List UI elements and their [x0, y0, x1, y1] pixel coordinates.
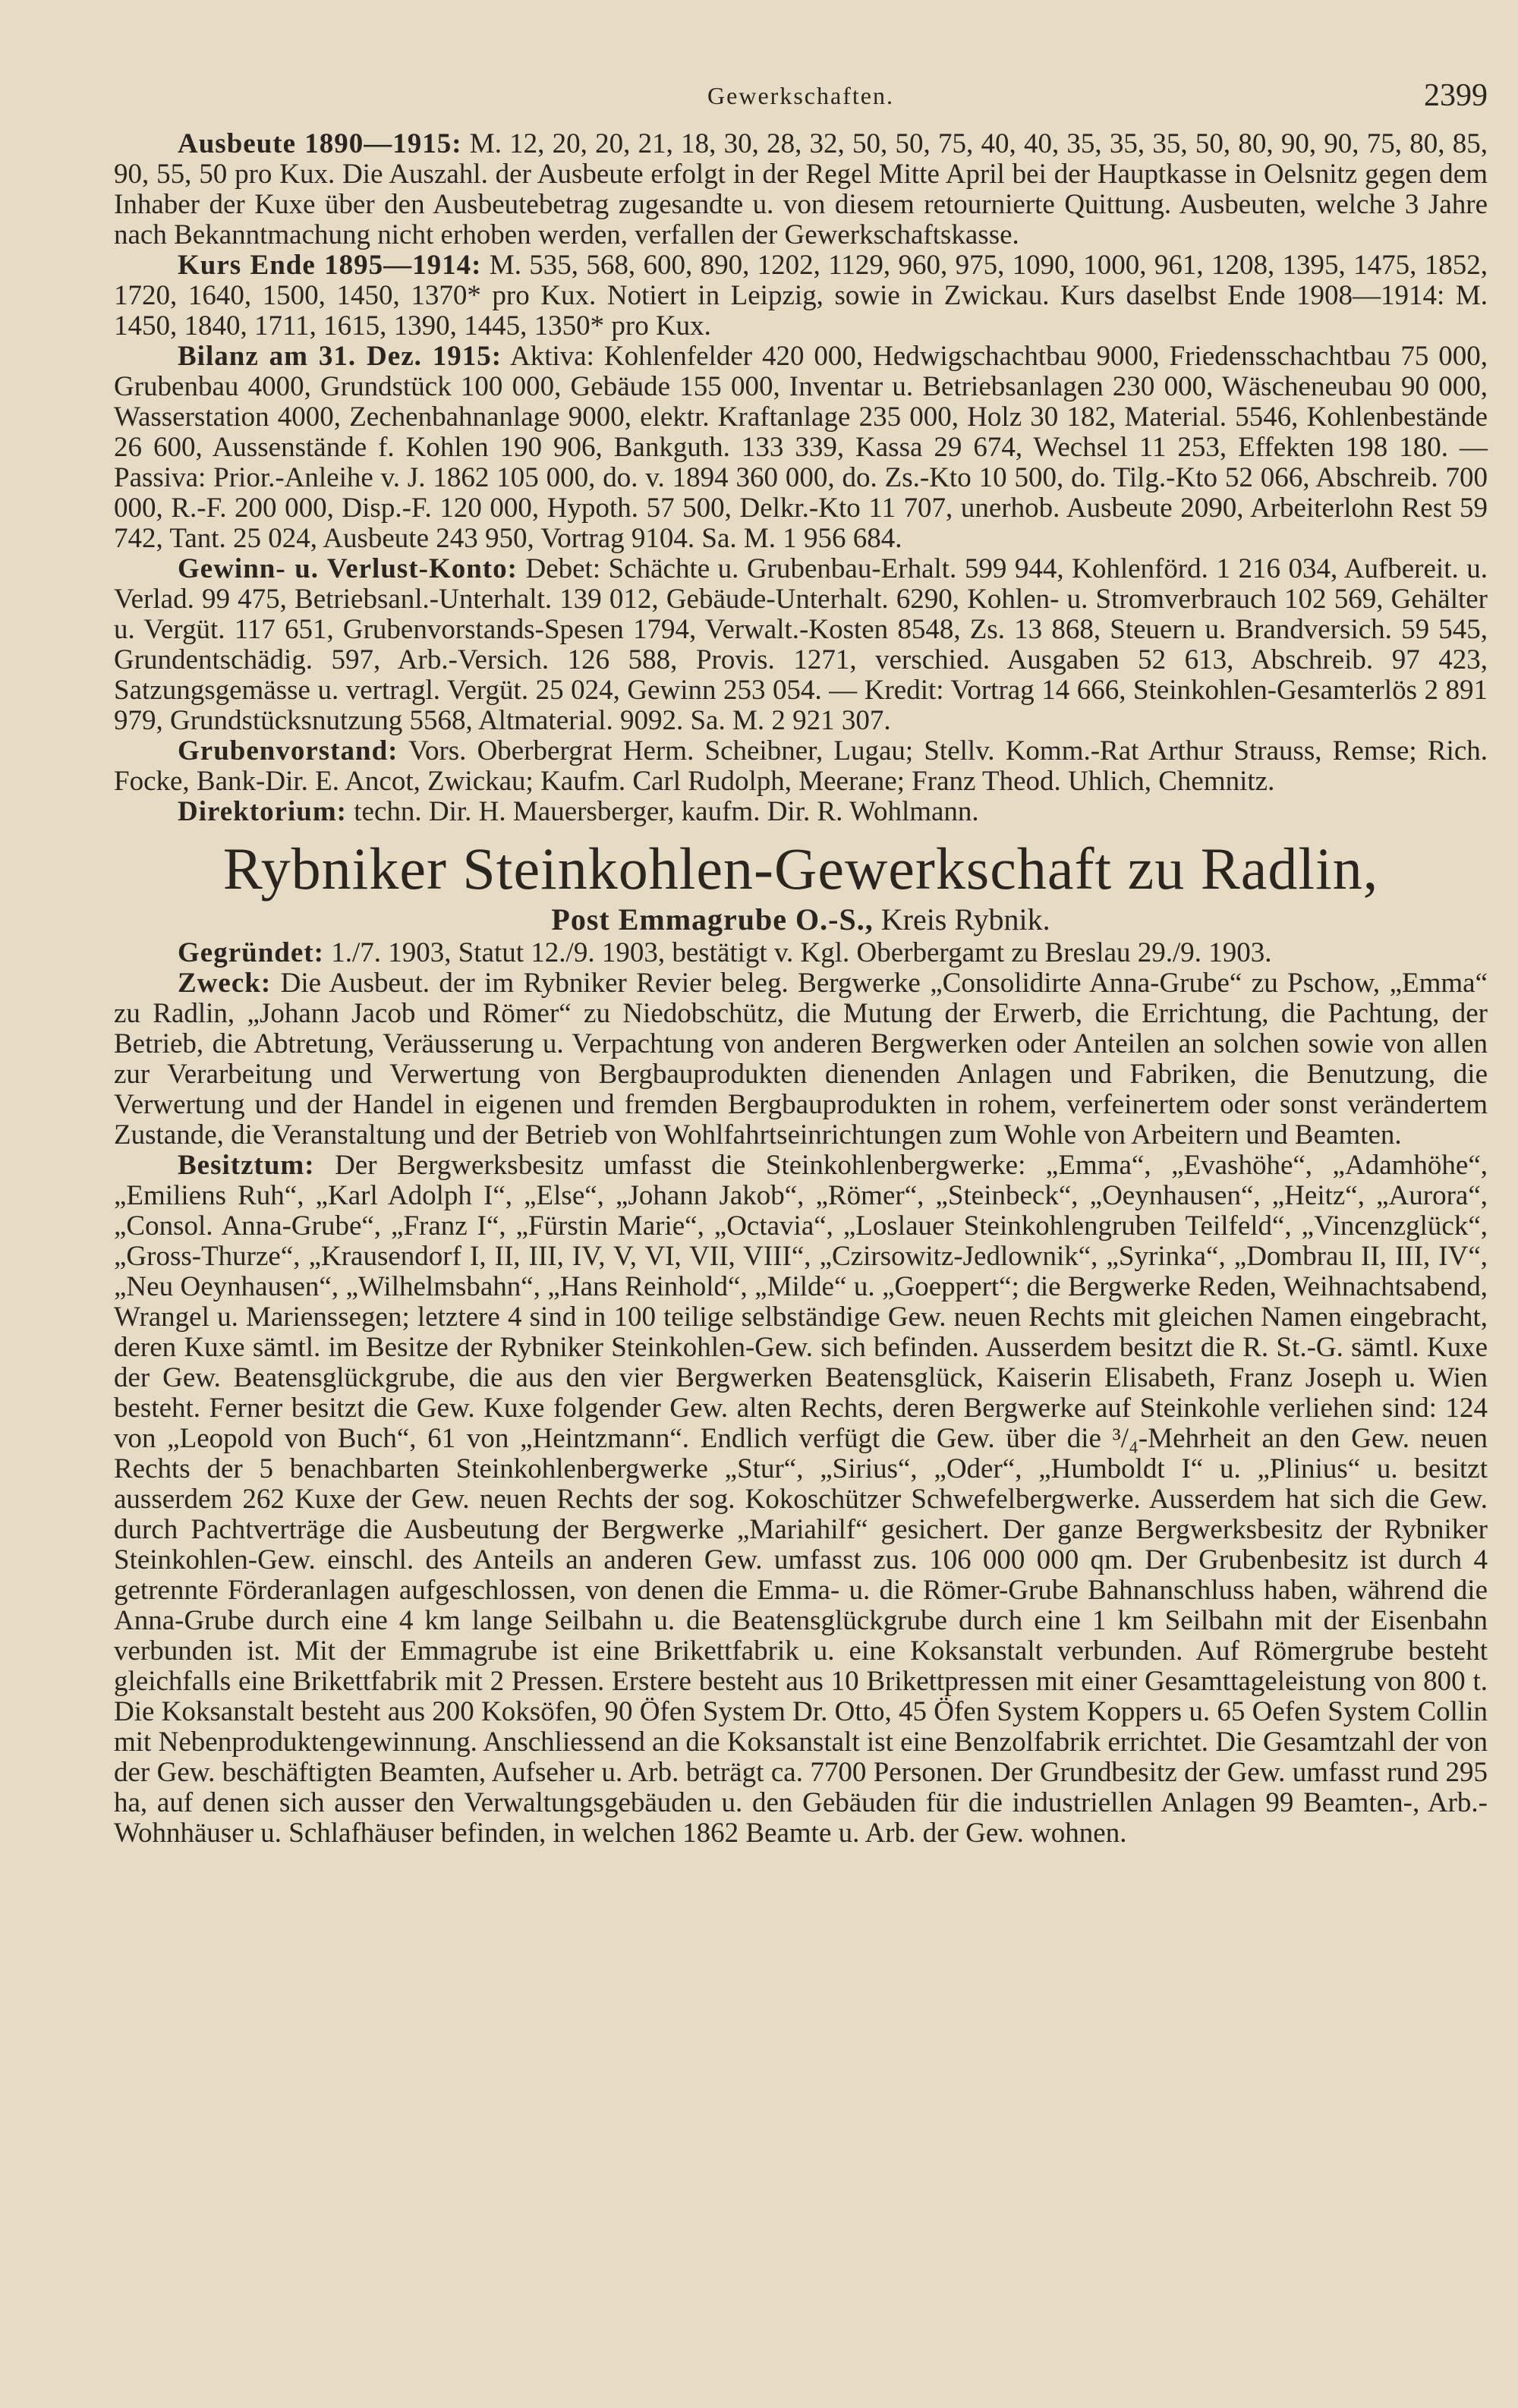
paragraph-lead: Direktorium: [178, 796, 347, 827]
paragraph-bilanz [114, 342, 1488, 554]
paragraph-text: Aktiva: Kohlenfelder 420 000, Hedwigschachtbau 9000, Friedensschachtbau 75 000, Grubenbau 4000, Grundstück 100 000, Gebäude 155 000, Inventar u. Betriebsanlagen 230 000, Wäscheneubau 90 000, Wasserstation 4000, Zechenbahnanlage 9000, elektr. Kraftanlage 235 000, Holz 30 182, Material. 5546, Kohlenbestände 26 600, Aussenstände f. Kohlen 190 906, Bankguth. 133 339, Kassa 29 674, Wechsel 11 253, Effekten 198 180. — Passiva: Prior.-Anleihe v. J. 1862 105 000, do. v. 1894 360 000, do. Zs.-Kto 10 500, do. Tilg.-Kto 52 066, Abschreib. 700 000, R.-F. 200 000, Disp.-F. 120 000, Hypoth. 57 500, Delkr.-Kto 11 707, unerhob. Ausbeute 2090, Arbeiterlohn Rest 59 742, Tant. 25 024, Ausbeute 243 950, Vortrag 9104. Sa. M. 1 956 684. [114, 341, 1488, 554]
company-address [114, 903, 1488, 936]
company-address-post: Post Emmagrube O.-S., [551, 902, 874, 936]
paragraph-lead: Besitztum: [178, 1150, 315, 1181]
page-header [114, 76, 1488, 129]
paragraph-grubenvorstand [114, 736, 1488, 797]
paragraph-kurs [114, 250, 1488, 342]
company-title: Rybniker Steinkohlen-Gewerkschaft zu Radlin, [222, 836, 1379, 902]
paragraph-text: Debet: Schächte u. Grubenbau-Erhalt. 599 944, Kohlenförd. 1 216 034, Aufbereit. u. Verlad. 99 475, Betriebsanl.-Unterhalt. 139 012, Gebäude-Unterhalt. 6290, Kohlen- u. Stromverbrauch 102 569, Gehälter u. Vergüt. 117 651, Grubenvorstands-Spesen 1794, Verwalt.-Kosten 8548, Zs. 13 868, Steuern u. Brandversich. 59 545, Grundentschädig. 597, Arb.-Versich. 126 588, Provis. 1271, verschied. Ausgaben 52 613, Abschreib. 97 423, Satzungsgemässe u. vertragl. Vergüt. 25 024, Gewinn 253 054. — Kredit: Vortrag 14 666, Steinkohlen-Gesamterlös 2 891 979, Grundstücksnutzung 5568, Altmaterial. 9092. Sa. M. 2 921 307. [114, 553, 1488, 736]
paragraph-text: Der Bergwerksbesitz umfasst die Steinkohlenbergwerke: „Emma“, „Evashöhe“, „Adamhöhe“, „Emiliens Ruh“, „Karl Adolph I“, „Else“, „Johann Jakob“, „Römer“, „Steinbeck“, „Oeynhausen“, „Heitz“, „Aurora“, „Consol. Anna-Grube“, „Franz I“, „Fürstin Marie“, „Octavia“, „Loslauer Steinkohlengruben Teilfeld“, „Vincenzglück“, „Gross-Thurze“, „Krausendorf I, II, III, IV, V, VI, VII, VIII“, „Czirsowitz-Jedlownik“, „Syrinka“, „Dombrau II, III, IV“, „Neu Oeynhausen“, „Wilhelmsbahn“, „Hans Reinhold“, „Milde“ u. „Goeppert“; die Bergwerke Reden, Weihnachtsabend, Wrangel u. Marienssegen; letztere 4 sind in 100 teilige selbständige Gew. neuen Rechts mit gleichen Namen eingebracht, deren Kuxe sämtl. im Besitze der Rybniker Steinkohlen-Gew. sich befinden. Ausserdem besitzt die R. St.-G. sämtl. Kuxe der Gew. Beatensglückgrube, die aus den vier Bergwerken Beatensglück, Kaiserin Elisabeth, Franz Joseph u. Wien besteht. Ferner besitzt die Gew. Kuxe folgender Gew. alten Rechts, deren Bergwerke auf Steinkohle verliehen sind: 124 von „Leopold von Buch“, 61 von „Heintzmann“. Endlich verfügt die Gew. über die ³/₄-Mehrheit an den Gew. neuen Rechts der 5 benachbarten Steinkohlenbergwerke „Stur“, „Sirius“, „Oder“, „Humboldt I“ u. „Plinius“ u. besitzt ausserdem 262 Kuxe der Gew. neuen Rechts der sog. Kokoschützer Schwefelbergwerke. Ausserdem hat sich die Gew. durch Pachtverträge die Ausbeutung der Bergwerke „Mariahilf“ gesichert. Der ganze Bergwerksbesitz der Rybniker Steinkohlen-Gew. einschl. des Anteils an anderen Gew. umfasst zus. 106 000 000 qm. Der Grubenbesitz ist durch 4 getrennte Förderanlagen aufgeschlossen, von denen die Emma- u. die Römer-Grube Bahnanschluss haben, während die Anna-Grube durch eine 4 km lange Seilbahn u. die Beatensglückgrube durch eine 1 km Seilbahn mit der Eisenbahn verbunden ist. Mit der Emmagrube ist eine Brikettfabrik u. eine Koksanstalt verbunden. Auf Römergrube besteht gleichfalls eine Brikettfabrik mit 2 Pressen. Erstere besteht aus 10 Brikettpressen mit einer Gesamttageleistung von 800 t. Die Koksanstalt besteht aus 200 Koksöfen, 90 Öfen System Dr. Otto, 45 Öfen System Koppers u. 65 Oefen System Collin mit Nebenproduktengewinnung. Anschliessend an die Koksanstalt ist eine Benzolfabrik errichtet. Die Gesamtzahl der von der Gew. beschäftigten Beamten, Aufseher u. Arb. beträgt ca. 7700 Personen. Der Grundbesitz der Gew. umfasst rund 295 ha, auf denen sich ausser den Verwaltungsgebäuden u. den Gebäuden für die industriellen Anlagen 99 Beamten-, Arb.-Wohnhäuser u. Schlafhäuser befinden, in welchen 1862 Beamte u. Arb. der Gew. wohnen. [114, 1150, 1488, 1849]
page-number: 2399 [1424, 78, 1488, 113]
paragraph-lead: Kurs Ende 1895—1914: [178, 250, 482, 281]
paragraph-text: Die Ausbeut. der im Rybniker Revier beleg. Bergwerke „Consolidirte Anna-Grube“ zu Pschow, „Emma“ zu Radlin, „Johann Jacob und Römer“ zu Niedobschütz, die Mutung der Erwerb, die Errichtung, die Pachtung, der Betrieb, die Abtretung, Veräusserung u. Verpachtung von anderen Bergwerken oder Anteilen an solchen sowie von allen zur Verarbeitung und Verwertung von Bergbauprodukten dienenden Anlagen und Fabriken, die Benutzung, die Verwertung und der Handel in eigenen und fremden Bergbauprodukten in rohem, verfeinertem oder sonst verändertem Zustande, die Veranstaltung und der Betrieb von Wohlfahrtseinrichtungen zum Wohle von Arbeitern und Beamten. [114, 968, 1488, 1150]
paragraph-lead: Ausbeute 1890—1915: [178, 128, 462, 159]
paragraph-text: Vors. Oberbergrat Herm. Scheibner, Lugau; Stellv. Komm.-Rat Arthur Strauss, Remse; Rich. Focke, Bank-Dir. E. Ancot, Zwickau; Kaufm. Carl Rudolph, Meerane; Franz Theod. Uhlich, Chemnitz. [114, 735, 1488, 797]
paragraph-gewinn-verlust [114, 554, 1488, 736]
paragraph-besitztum [114, 1150, 1488, 1849]
paragraph-text: M. 535, 568, 600, 890, 1202, 1129, 960, 975, 1090, 1000, 961, 1208, 1395, 1475, 1852, 1720, 1640, 1500, 1450, 1370* pro Kux. Notiert in Leipzig, sowie in Zwickau. Kurs daselbst Ende 1908—1914: M. 1450, 1840, 1711, 1615, 1390, 1445, 1350* pro Kux. [114, 250, 1488, 342]
paragraph-text: techn. Dir. H. Mauersberger, kaufm. Dir. R. Wohlmann. [347, 796, 979, 827]
paragraph-gegruendet [114, 938, 1488, 968]
paragraph-text: M. 12, 20, 20, 21, 18, 30, 28, 32, 50, 50, 75, 40, 40, 35, 35, 35, 50, 80, 90, 90, 75, 80, 85, 90, 55, 50 pro Kux. Die Auszahl. der Ausbeute erfolgt in der Regel Mitte April bei der Hauptkasse in Oelsnitz gegen dem Inhaber der Kuxe über den Ausbeutebetrag zugesandte u. von diesem retournierte Quittung. Ausbeuten, welche 3 Jahre nach Bekanntmachung nicht erhoben werden, verfallen der Gewerkschaftskasse. [114, 128, 1488, 250]
paragraph-direktorium [114, 797, 1488, 827]
paragraph-lead: Bilanz am 31. Dez. 1915: [178, 341, 502, 372]
company-address-district: Kreis Rybnik. [873, 902, 1050, 936]
paragraph-lead: Gewinn- u. Verlust-Konto: [178, 553, 518, 584]
body-text [114, 129, 1488, 1849]
paragraph-lead: Grubenvorstand: [178, 735, 398, 766]
paragraph-lead: Zweck: [178, 968, 272, 999]
paragraph-zweck [114, 968, 1488, 1150]
running-head: Gewerkschaften. [707, 82, 894, 109]
paragraph-text: 1./7. 1903, Statut 12./9. 1903, bestätigt v. Kgl. Oberbergamt zu Breslau 29./9. 1903. [323, 937, 1272, 968]
paragraph-lead: Gegründet: [178, 937, 324, 968]
paragraph-ausbeute [114, 129, 1488, 250]
